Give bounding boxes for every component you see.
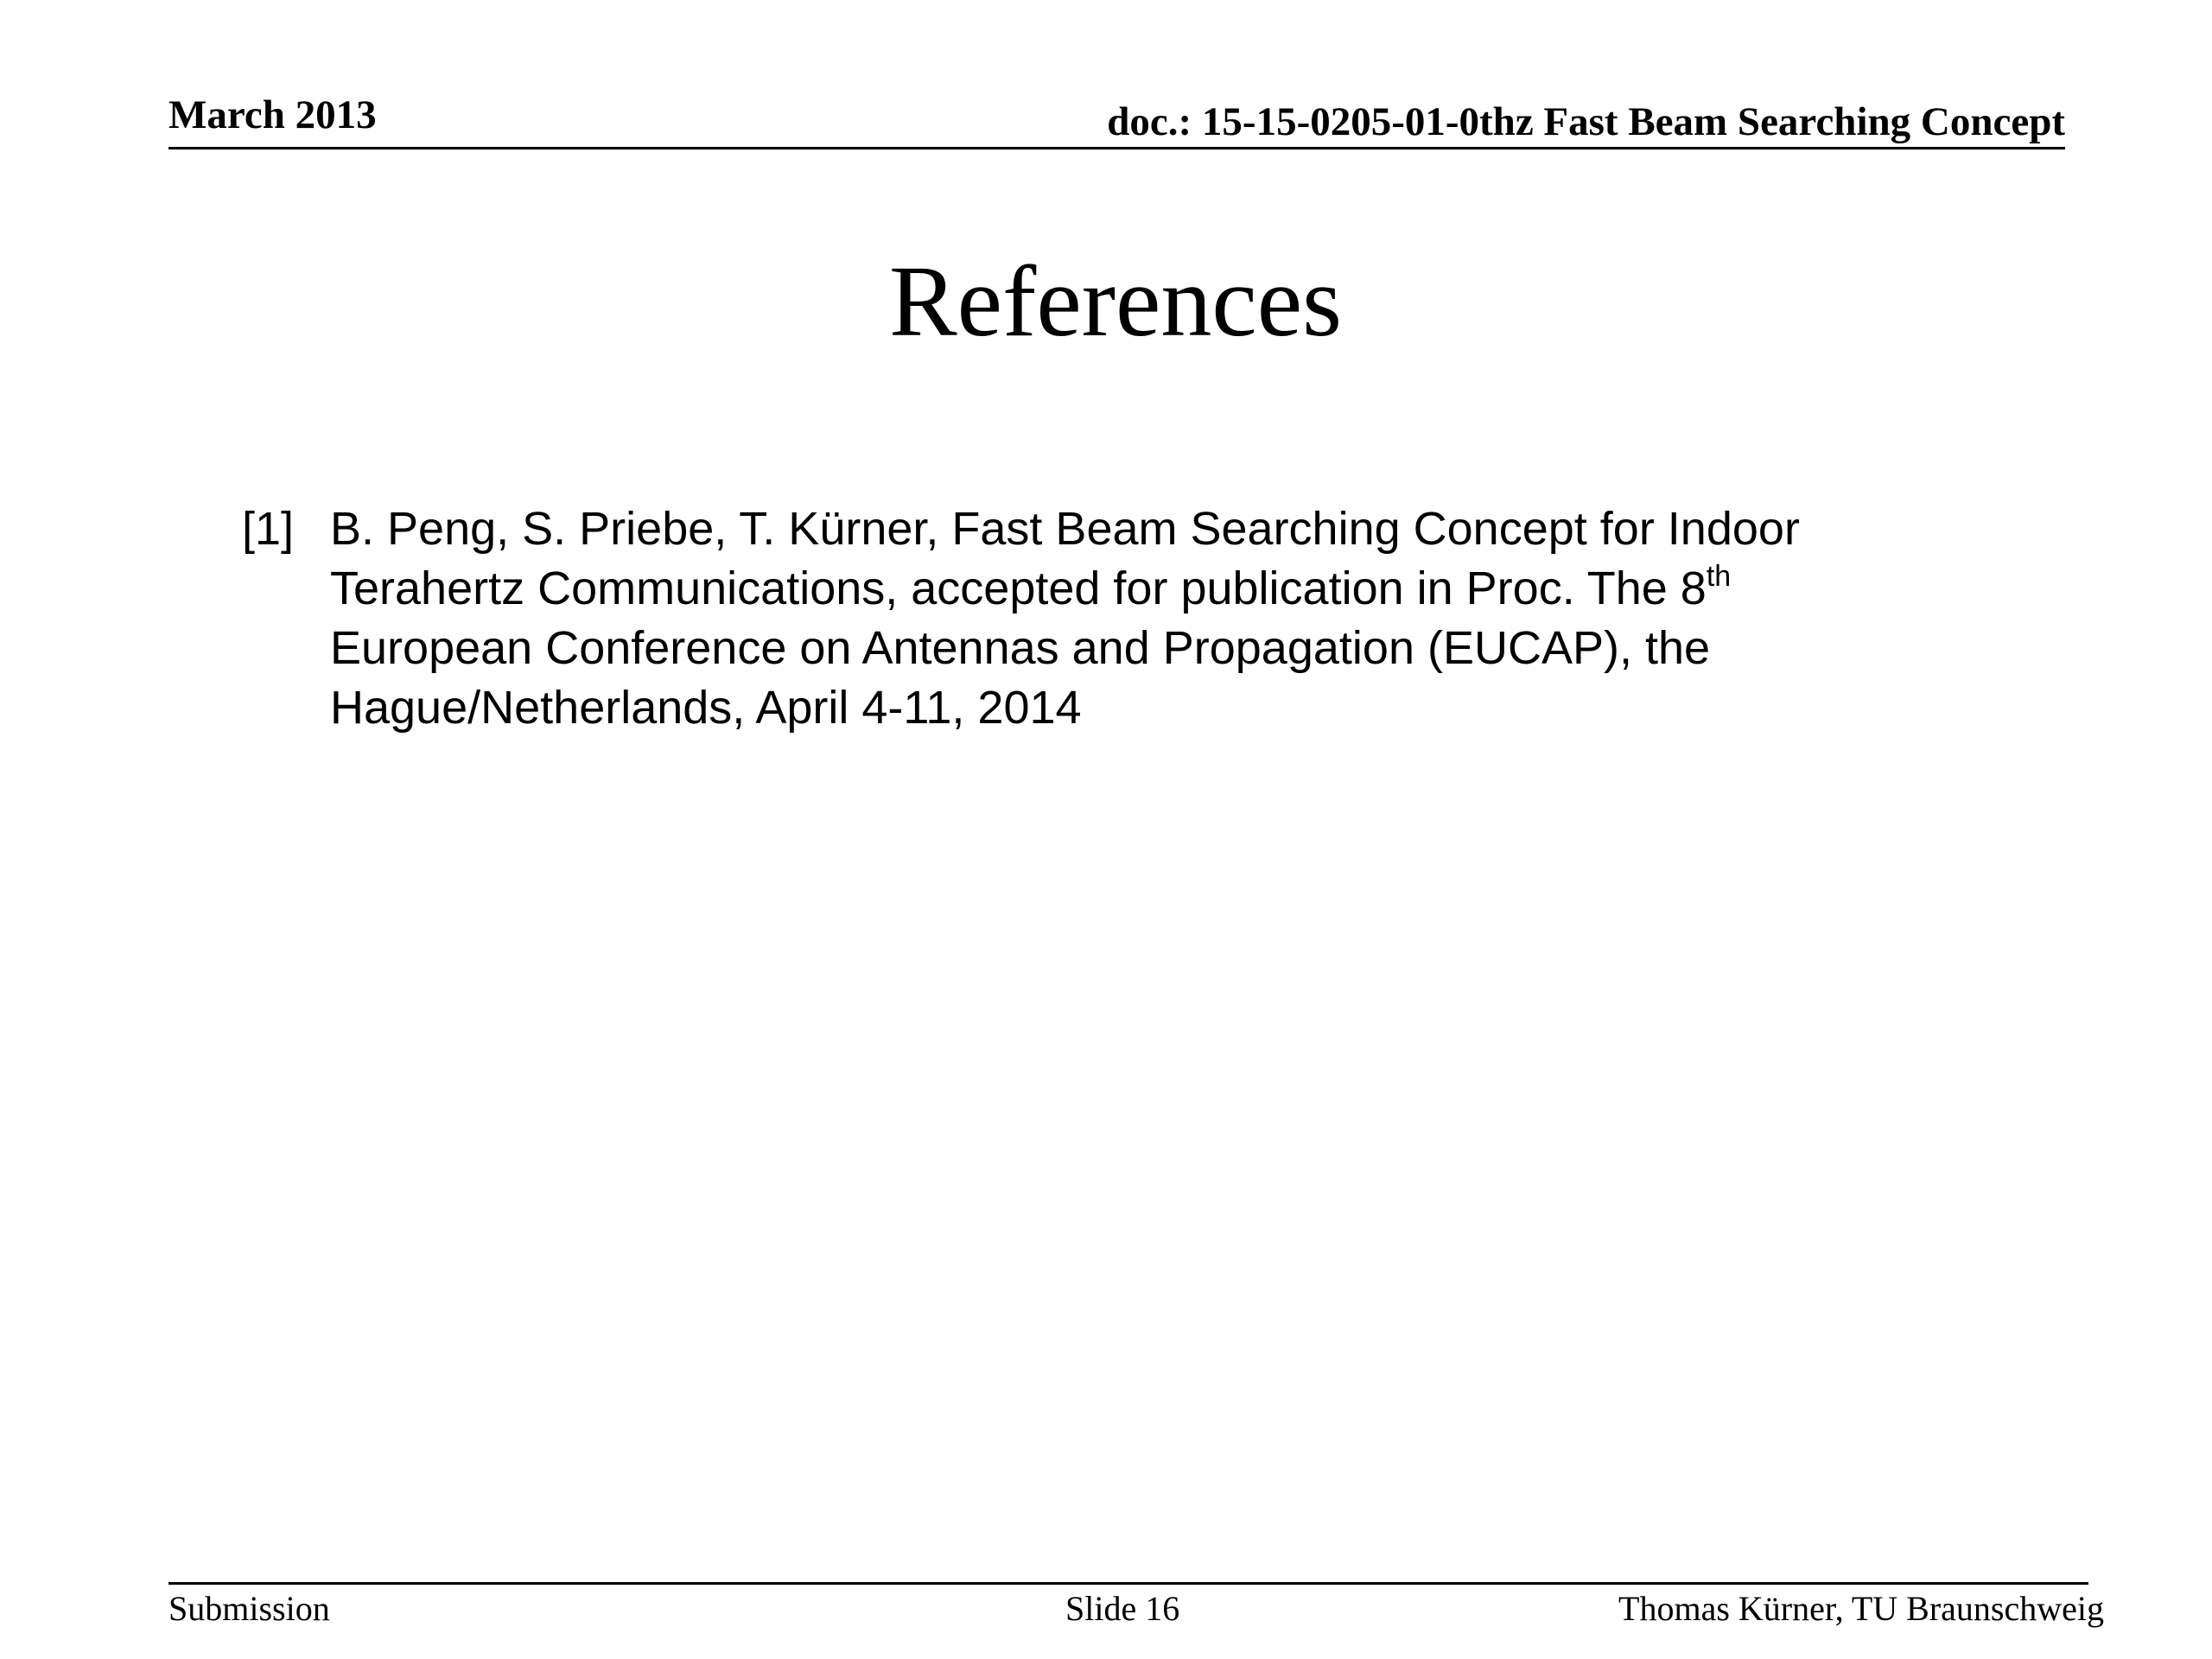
reference-list xyxy=(242,499,1970,738)
header-date: March 2013 xyxy=(168,92,377,137)
reference-line-text: Terahertz Communications, accepted for publication in Proc. The 8 xyxy=(330,563,1707,614)
header-doc-id: doc.: 15-15-0205-01-0thz Fast Beam Searching Concept xyxy=(1107,99,2065,144)
reference-number: [1] xyxy=(242,503,295,555)
slide-title: References xyxy=(888,245,1343,358)
reference-line: Hague/Netherlands, April 4-11, 2014 xyxy=(330,682,1082,734)
reference-superscript: th xyxy=(1706,560,1732,593)
reference-item xyxy=(242,499,1970,738)
reference-line xyxy=(330,559,1970,619)
footer-divider xyxy=(168,1582,2088,1585)
header-divider xyxy=(168,147,2065,149)
reference-line: European Conference on Antennas and Propagation (EUCAP), the xyxy=(330,622,1711,674)
footer-slide-number: Slide 16 xyxy=(1065,1589,1180,1628)
footer-submission: Submission xyxy=(168,1589,330,1628)
reference-line: B. Peng, S. Priebe, T. Kürner, Fast Beam Searching Concept for Indoor xyxy=(330,503,1800,555)
footer-author: Thomas Kürner, TU Braunschweig xyxy=(1618,1589,2104,1628)
